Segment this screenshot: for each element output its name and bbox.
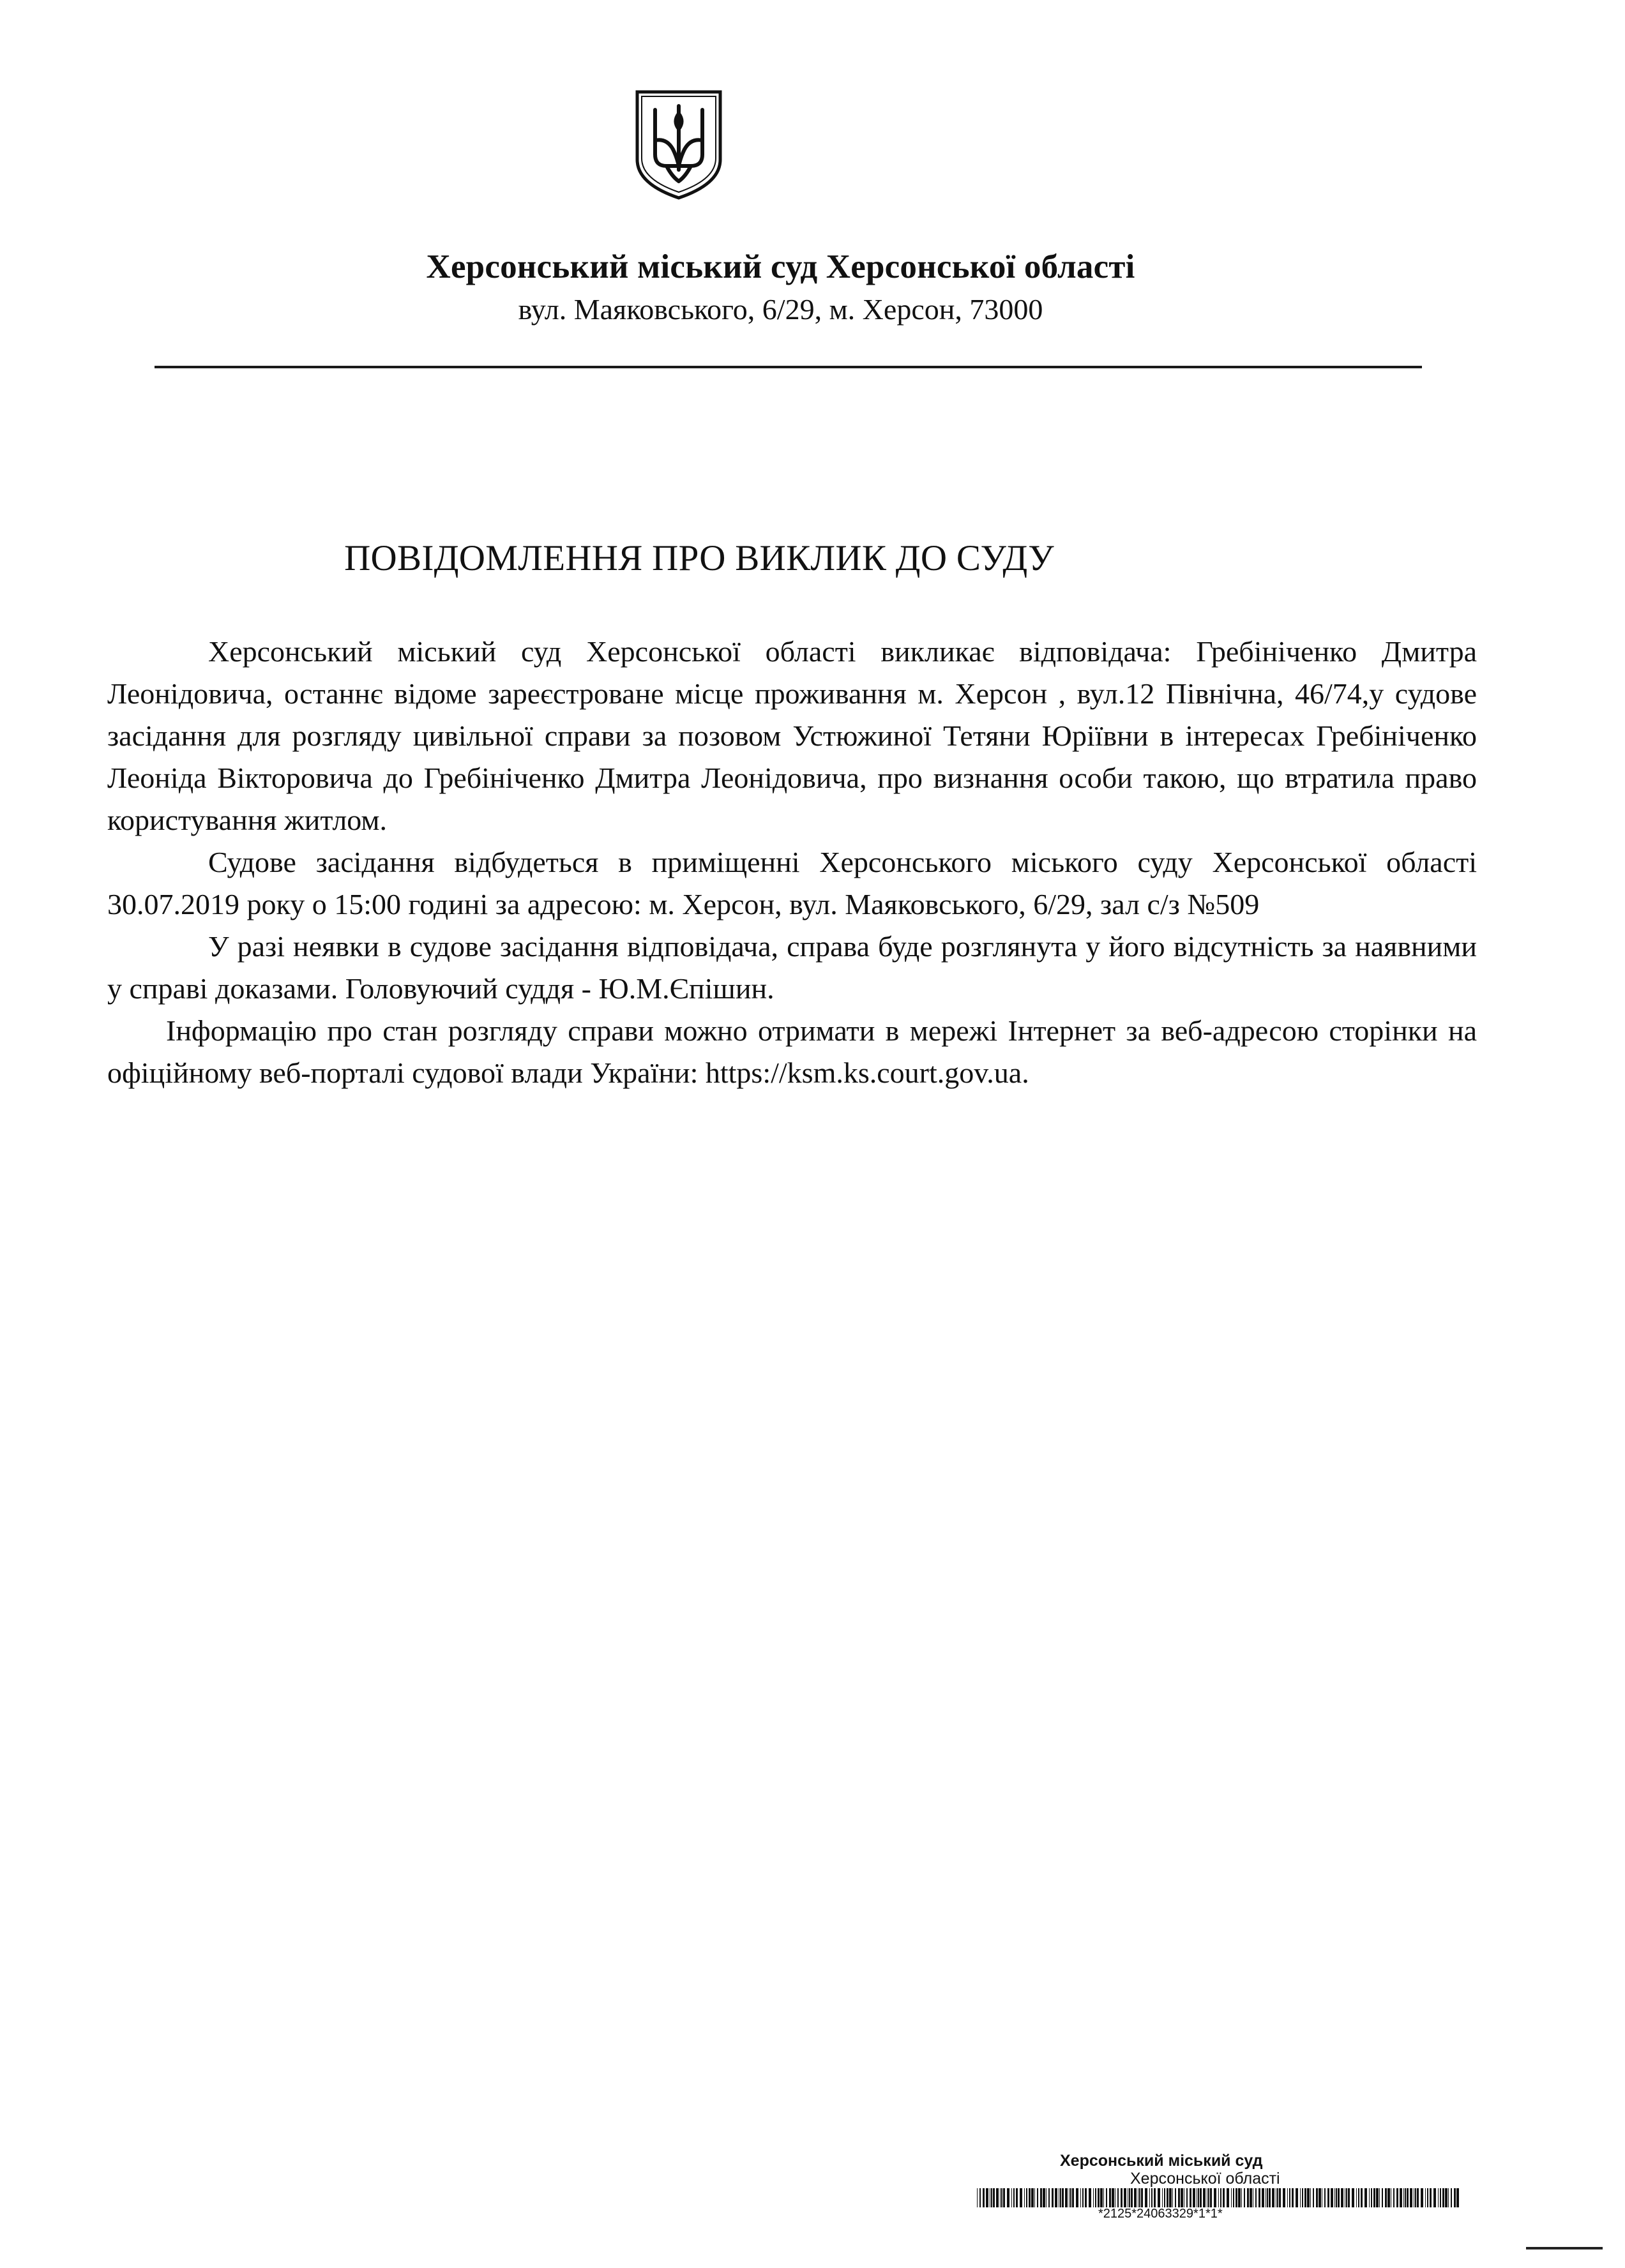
barcode-bar: [1279, 2188, 1281, 2207]
barcode-bar: [1451, 2188, 1452, 2207]
barcode-bar: [1072, 2188, 1074, 2207]
barcode-bar: [1106, 2188, 1107, 2207]
barcode-bar: [1385, 2188, 1387, 2207]
barcode-bar: [979, 2188, 981, 2207]
barcode-bar: [1425, 2188, 1426, 2207]
paragraph-hearing-details: Судове засідання відбудеться в приміщенні Херсонського міського суду Херсонської області 30.07.2019 року о 15:00 годині за адресою: м. Херсон, вул. Маяковського, 6/29, зал с/з №509: [107, 846, 1477, 920]
barcode-bar: [1029, 2188, 1031, 2207]
barcode-bar: [1145, 2188, 1147, 2207]
barcode-bar: [1060, 2188, 1061, 2207]
barcode-bar: [1034, 2188, 1035, 2207]
barcode-bar: [1421, 2188, 1423, 2207]
barcode-bar: [1448, 2188, 1449, 2207]
barcode-bar: [1456, 2188, 1459, 2207]
barcode-bar: [1292, 2188, 1294, 2207]
barcode-bar: [1269, 2188, 1271, 2207]
barcode-bar: [1134, 2188, 1137, 2207]
barcode-bar: [1169, 2188, 1172, 2207]
barcode-bar: [1427, 2188, 1428, 2207]
barcode-bar: [1430, 2188, 1432, 2207]
barcode-bar: [1031, 2188, 1034, 2207]
barcode-bar: [1307, 2188, 1310, 2207]
barcode-bar: [1175, 2188, 1176, 2207]
barcode-bar: [1352, 2188, 1354, 2207]
barcode-bar: [1109, 2188, 1111, 2207]
barcode-bar: [1262, 2188, 1264, 2207]
barcode-bar: [1164, 2188, 1165, 2207]
barcode-bar: [1200, 2188, 1202, 2207]
barcode-bar: [1131, 2188, 1133, 2207]
barcode-bar: [1250, 2188, 1252, 2207]
barcode-bar: [1296, 2188, 1298, 2207]
barcode-bar: [1324, 2188, 1326, 2207]
barcode-bar: [1186, 2188, 1188, 2207]
barcode-bar: [1040, 2188, 1042, 2207]
barcode-bar: [1244, 2188, 1245, 2207]
barcode-bar: [1382, 2188, 1383, 2207]
barcode-bar: [1364, 2188, 1367, 2207]
barcode-bar: [1415, 2188, 1416, 2207]
barcode-bar: [1346, 2188, 1347, 2207]
barcode-bar: [1300, 2188, 1301, 2207]
barcode-bar: [1304, 2188, 1306, 2207]
paragraph-summons: Херсонський міський суд Херсонської області викликає відповідача: Гребініченко Дмитра Леонідовича, останнє відоме зареєстроване місце проживання м. Херсон , вул.12 Північна, 46/74,у судове засідання для розгляду цивільної справи за позовом Устюжиної Тетяни Юріївни в інтересах Гребініченко Леоніда Вікторовича до Гребініченко Дмитра Леонідовича, про визнання особи такою, що втратила право користування житлом.: [107, 635, 1477, 836]
barcode-bar: [1258, 2188, 1260, 2207]
barcode-bar: [1247, 2188, 1249, 2207]
barcode-bar: [1139, 2188, 1140, 2207]
corner-mark: [1526, 2247, 1603, 2249]
barcode-bar: [1214, 2188, 1216, 2207]
barcode-bar: [1287, 2188, 1288, 2207]
barcode-bar: [1117, 2188, 1119, 2207]
stamp-court-name: Херсонський міський суд: [1060, 2152, 1263, 2170]
barcode-bar: [1331, 2188, 1333, 2207]
barcode-bar: [1001, 2188, 1002, 2207]
barcode-bar: [1020, 2188, 1022, 2207]
barcode-bar: [993, 2188, 995, 2207]
barcode-bar: [1316, 2188, 1318, 2207]
barcode-bar: [1358, 2188, 1359, 2207]
barcode-bar: [986, 2188, 988, 2207]
barcode-bar: [1396, 2188, 1398, 2207]
barcode-bar: [1193, 2188, 1195, 2207]
barcode-bar: [1310, 2188, 1311, 2207]
barcode-bar: [1100, 2188, 1103, 2207]
barcode-bar: [1016, 2188, 1018, 2207]
barcode-bar: [1393, 2188, 1394, 2207]
barcode-bar: [1361, 2188, 1363, 2207]
barcode-bar: [1167, 2188, 1168, 2207]
barcode-bar: [1454, 2188, 1456, 2207]
barcode-bar: [977, 2188, 978, 2207]
barcode-bar: [1241, 2188, 1242, 2207]
barcode-bar: [1062, 2188, 1064, 2207]
barcode-bar: [1231, 2188, 1232, 2207]
barcode-bar: [1272, 2188, 1274, 2207]
barcode-bar: [1400, 2188, 1402, 2207]
barcode-bar: [1319, 2188, 1321, 2207]
court-address: вул. Маяковського, 6/29, м. Херсон, 73000: [518, 293, 1043, 326]
barcode-bar: [1082, 2188, 1084, 2207]
barcode-bar: [1046, 2188, 1047, 2207]
barcode-bar: [1181, 2188, 1183, 2207]
barcode-bar: [1178, 2188, 1180, 2207]
barcode-bar: [1024, 2188, 1025, 2207]
barcode-number: *2125*24063329*1*1*: [1098, 2207, 1223, 2221]
barcode-bar: [1238, 2188, 1241, 2207]
barcode-bar: [1379, 2188, 1380, 2207]
barcode-bar: [1149, 2188, 1150, 2207]
barcode-bar: [1210, 2188, 1212, 2207]
barcode-bar: [1302, 2188, 1303, 2207]
barcode-bar: [1103, 2188, 1104, 2207]
barcode-bar: [1172, 2188, 1173, 2207]
barcode-bar: [1336, 2188, 1337, 2207]
barcode-bar: [1052, 2188, 1054, 2207]
barcode-bar: [1007, 2188, 1009, 2207]
barcode-bar: [1371, 2188, 1372, 2207]
barcode-bar: [1373, 2188, 1375, 2207]
barcode-bar: [1227, 2188, 1229, 2207]
barcode-bar: [1011, 2188, 1012, 2207]
barcode-bar: [1417, 2188, 1419, 2207]
barcode-bar: [1334, 2188, 1335, 2207]
barcode-bar: [1218, 2188, 1219, 2207]
barcode-bar: [1338, 2188, 1340, 2207]
header-divider: [155, 366, 1422, 368]
barcode-bar: [1403, 2188, 1404, 2207]
barcode-bar: [1208, 2188, 1209, 2207]
barcode: [977, 2188, 1462, 2207]
court-name: Херсонський міський суд Херсонської області: [426, 248, 1135, 285]
barcode-bar: [1267, 2188, 1268, 2207]
document-title: ПОВІДОМЛЕННЯ ПРО ВИКЛИК ДО СУДУ: [344, 538, 1054, 578]
barcode-bar: [1348, 2188, 1350, 2207]
barcode-bar: [1162, 2188, 1163, 2207]
barcode-bar: [991, 2188, 992, 2207]
barcode-bar: [1203, 2188, 1206, 2207]
barcode-bar: [1026, 2188, 1027, 2207]
stamp-region: Херсонської області: [1130, 2170, 1280, 2188]
barcode-bar: [1433, 2188, 1436, 2207]
barcode-bar: [1405, 2188, 1406, 2207]
barcode-bar: [1037, 2188, 1038, 2207]
barcode-bar: [1055, 2188, 1057, 2207]
barcode-bar: [1283, 2188, 1285, 2207]
barcode-bar: [1438, 2188, 1439, 2207]
barcode-bar: [1445, 2188, 1447, 2207]
document-body: [107, 631, 1477, 1094]
barcode-bar: [1341, 2188, 1343, 2207]
barcode-bar: [1124, 2188, 1126, 2207]
barcode-bar: [1410, 2188, 1412, 2207]
barcode-bar: [1043, 2188, 1045, 2207]
barcode-bar: [1369, 2188, 1370, 2207]
barcode-bar: [1158, 2188, 1160, 2207]
barcode-bar: [1098, 2188, 1100, 2207]
barcode-bar: [1233, 2188, 1234, 2207]
barcode-bar: [1223, 2188, 1225, 2207]
barcode-bar: [1085, 2188, 1087, 2207]
paragraph-online-info: Інформацію про стан розгляду справи можно отримати в мережі Інтернет за веб-адресою сторінки на офіційному веб-порталі судової влади України: https://ksm.ks.court.gov.ua.: [107, 1014, 1477, 1089]
registration-stamp: [971, 2151, 1469, 2220]
barcode-bar: [1442, 2188, 1444, 2207]
barcode-bar: [1289, 2188, 1290, 2207]
barcode-bar: [983, 2188, 985, 2207]
barcode-bar: [1387, 2188, 1390, 2207]
barcode-bar: [1048, 2188, 1050, 2207]
barcode-bar: [1076, 2188, 1078, 2207]
barcode-bar: [996, 2188, 999, 2207]
barcode-bar: [1236, 2188, 1237, 2207]
barcode-bar: [1255, 2188, 1257, 2207]
barcode-bar: [1154, 2188, 1156, 2207]
barcode-bar: [1151, 2188, 1153, 2207]
barcode-bar: [1065, 2188, 1068, 2207]
barcode-bar: [1095, 2188, 1096, 2207]
barcode-bar: [1141, 2188, 1143, 2207]
barcode-bar: [1327, 2188, 1329, 2207]
barcode-bar: [1356, 2188, 1357, 2207]
trident-coat-of-arms-icon: [633, 88, 724, 200]
barcode-bar: [1080, 2188, 1081, 2207]
barcode-bar: [1089, 2188, 1091, 2207]
barcode-bar: [1190, 2188, 1191, 2207]
barcode-bar: [1376, 2188, 1379, 2207]
barcode-bar: [1198, 2188, 1199, 2207]
barcode-bar: [1000, 2188, 1001, 2207]
barcode-bar: [1220, 2188, 1221, 2207]
barcode-bar: [1070, 2188, 1071, 2207]
barcode-bar: [1121, 2188, 1122, 2207]
paragraph-absence-notice: У разі неявки в судове засідання відповідача, справа буде розглянута у його відсутність за наявними у справі доказами. Головуючий суддя - Ю.М.Єпішин.: [107, 930, 1477, 1005]
barcode-bar: [1313, 2188, 1314, 2207]
barcode-bar: [1093, 2188, 1094, 2207]
barcode-bar: [1277, 2188, 1278, 2207]
barcode-bar: [1013, 2188, 1015, 2207]
barcode-bar: [1112, 2188, 1114, 2207]
barcode-bar: [1129, 2188, 1130, 2207]
barcode-bar: [1440, 2188, 1441, 2207]
barcode-bar: [1407, 2188, 1409, 2207]
barcode-bar: [1003, 2188, 1005, 2207]
